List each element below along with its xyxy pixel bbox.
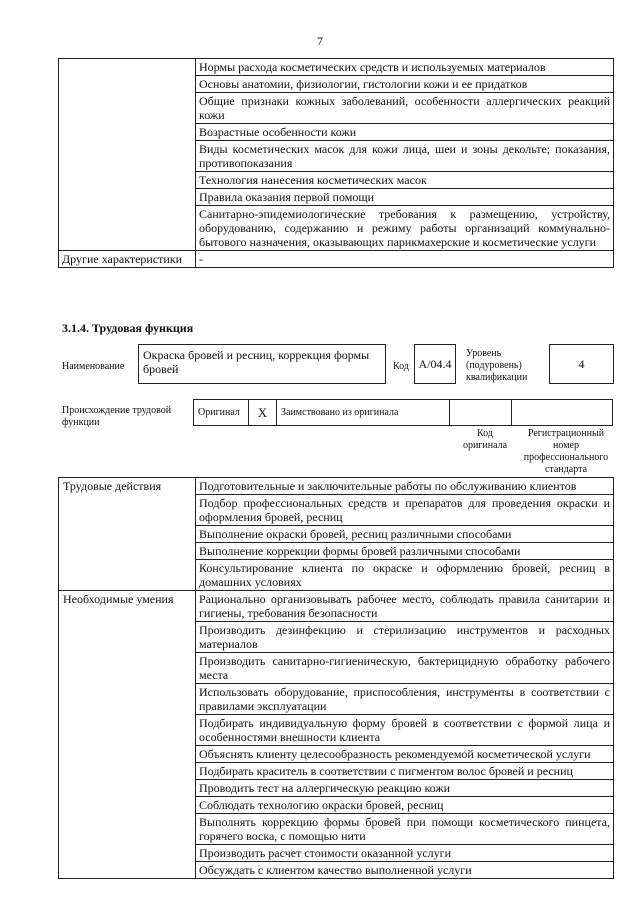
other-characteristics-value: - [196,251,614,268]
labor-function-table [58,477,614,879]
page-number: 7 [317,34,323,48]
code-caption: Код оригинала [462,428,508,451]
origin-row [193,399,613,426]
skill-item: Производить дезинфекцию и стерилизацию инструментов и расходных материалов [196,622,614,653]
action-item: Выполнение коррекции формы бровей различными способами [196,543,614,560]
original-code-cell [450,400,512,425]
actions-label: Трудовые действия [59,478,196,591]
registration-caption: Регистрационный номер профессионального стандарта [523,428,609,475]
knowledge-item: Технология нанесения косметических масок [196,172,614,189]
borrowed-label: Заимствовано из оригинала [277,400,450,425]
skill-item: Соблюдать технологию окраски бровей, ресниц [196,797,614,814]
original-mark: X [249,400,277,425]
skill-item: Производить санитарно-гигиеническую, бактерицидную обработку рабочего места [196,653,614,684]
action-item: Подготовительные и заключительные работы по обслуживанию клиентов [196,478,614,495]
action-item: Консультирование клиента по окраске и оформлению бровей, ресниц в домашних условиях [196,560,614,591]
origin-label: Происхождение трудовой функции [62,405,172,428]
other-characteristics-label: Другие характеристики [59,251,196,268]
skill-item: Подбирать индивидуальную форму бровей в соответствии с формой лица и особенностями внешности клиента [196,715,614,746]
skill-item: Производить расчет стоимости оказанной услуги [196,845,614,862]
knowledge-item: Основы анатомии, физиологии, гистологии кожи и ее придатков [196,76,614,93]
code-label: Код [393,361,409,372]
original-label: Оригинал [194,400,249,425]
skill-item: Выполнять коррекцию формы бровей при помощи косметического пинцета, горячего воска, с помощью нити [196,814,614,845]
skill-item: Обсуждать с клиентом качество выполненной услуги [196,862,614,879]
knowledge-item: Правила оказания первой помощи [196,189,614,206]
skill-item: Объяснять клиенту целесообразность рекомендуемой косметической услуги [196,746,614,763]
knowledge-table-continuation [58,58,614,268]
name-label: Наименование [62,361,125,372]
empty-label-cell [59,59,196,251]
registration-number-cell [512,400,612,425]
section-title: 3.1.4. Трудовая функция [62,321,194,335]
knowledge-item: Виды косметических масок для кожи лица, шеи и зоны декольте; показания, противопоказания [196,141,614,172]
skill-item: Использовать оборудование, приспособления, инструменты в соответствии с правилами эксплуатации [196,684,614,715]
code-value: A/04.4 [414,344,456,384]
knowledge-item: Санитарно-эпидемиологические требования к размещению, устройству, оборудованию, содержанию и режиму работы организаций коммунально-бытового назначения, оказывающих парикмахерские и косметические услуги [196,206,614,251]
skill-item: Подбирать краситель в соответствии с пигментом волос бровей и ресниц [196,763,614,780]
level-value: 4 [549,344,614,384]
knowledge-item: Нормы расхода косметических средств и используемых материалов [196,59,614,76]
name-value: Окраска бровей и ресниц, коррекция формы бровей [138,344,386,384]
action-item: Подбор профессиональных средств и препаратов для проведения окраски и оформления бровей, ресниц [196,495,614,526]
skill-item: Рационально организовывать рабочее место, соблюдать правила санитарии и гигиены, требования безопасности [196,591,614,622]
knowledge-item: Общие признаки кожных заболеваний, особенности аллергических реакций кожи [196,93,614,124]
skills-label: Необходимые умения [59,591,196,879]
skill-item: Проводить тест на аллергическую реакцию кожи [196,780,614,797]
action-item: Выполнение окраски бровей, ресниц различными способами [196,526,614,543]
knowledge-item: Возрастные особенности кожи [196,124,614,141]
level-label: Уровень (подуровень) квалификации [466,348,528,383]
